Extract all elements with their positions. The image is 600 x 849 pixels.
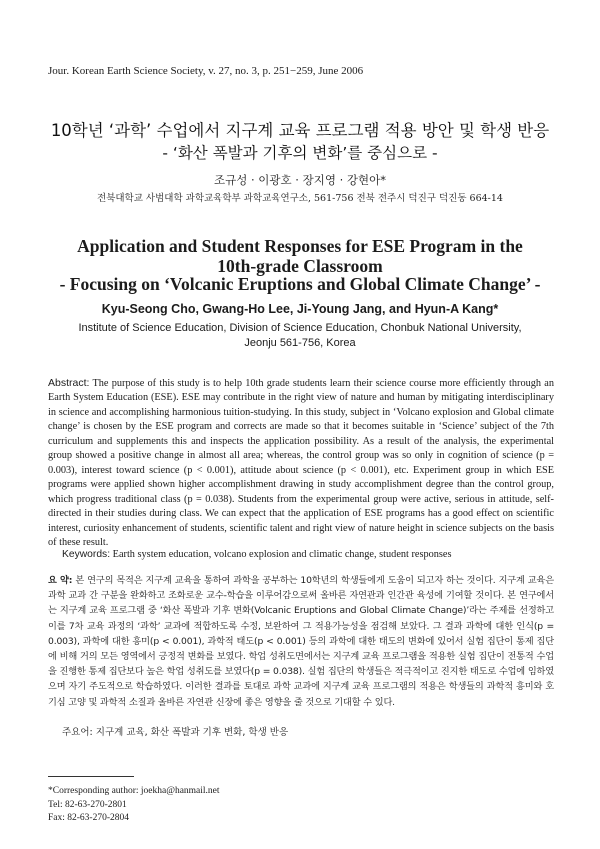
english-authors: Kyu-Seong Cho, Gwang-Ho Lee, Ji-Young Jang, and Hyun-A Kang*: [101, 302, 499, 316]
fax-footnote: Fax: 82-63-270-2804: [48, 813, 130, 823]
korean-authors: 조규성 · 이광호 · 장지영 · 강현아*: [214, 173, 386, 187]
korean-keywords-label: 주요어:: [62, 727, 93, 738]
abstract: [48, 376, 554, 550]
keywords-label: Keywords:: [62, 549, 111, 560]
english-title-line2: 10th-grade Classroom: [217, 256, 383, 276]
telephone-footnote: Tel: 82-63-270-2801: [48, 800, 127, 810]
keywords-text: Earth system education, volcano explosion and climatic change, student responses: [112, 549, 452, 560]
korean-keywords-text: 지구계 교육, 화산 폭발과 기후 변화, 학생 반응: [95, 727, 289, 738]
english-title-line1: Application and Student Responses for ESE Program in the: [77, 236, 523, 256]
korean-affiliation: 전북대학교 사범대학 과학교육학부 과학교육연구소, 561-756 전북 전주시 덕진구 덕진동 664-14: [97, 193, 503, 204]
korean-abstract: [48, 573, 554, 710]
korean-abstract-label: 요 약:: [48, 575, 73, 586]
abstract-text: The purpose of this study is to help 10th grade students learn their science course more efficiently through an Earth System Education (ESE). ESE may contribute in the right view of nature and human by mitigating interdisciplinary in science and accomplishing harmonious tuition-studying. In this study, subject in ‘Volcano explosion and Global climate change’ is chosen by the ESE program and corrects are made so that it becomes suitable in ‘Science’ subject of the 7th curriculum and supplements this and inspects the application possibility. As a result of the analysis, the experimental group showed a positive change in almost all area; whereas, the control group was so only in cognition of science (p = 0.003), interest toward science (p < 0.001), attitude about science (p < 0.001), etc. Experiment group in which ESE programs were applied shown higher accomplishment drawing in study accomplishment degree than the control group, which progress traditional class (p = 0.038). Students from the experimental group were active, serious in attitude, self-directed in their studies during class. We can expect that the application of ESE programs has a good effect on scientific interest, curiosity enhancement of students, scientific talent and right view of nature height in science subjects on the basis of these result.: [48, 378, 555, 548]
footnote-divider: [48, 776, 134, 777]
english-affiliation-line2: Jeonju 561-756, Korea: [244, 337, 356, 349]
abstract-label: Abstract:: [48, 377, 90, 389]
korean-title-line2: - ‘화산 폭발과 기후의 변화’를 중심으로 -: [162, 144, 438, 162]
korean-abstract-text: 본 연구의 목적은 지구계 교육을 통하여 과학을 공부하는 10학년의 학생들에게 도움이 되고자 하는 것이다. 지구계 교육은 과학 교과 간 구분을 완화하고 조화로운 교수-학습을 이루어감으로써 올바른 자연관과 인간관 육성에 기여할 것이다. 본 연구에서는 지구계 교육 프로그램 중 ‘화산 폭발과 기후 변화(Volcanic Eruptions and Global Climate Change)’라는 주제를 선정하고 이를 7차 교육 과정의 ‘과학’ 교과에 적합하도록 수정, 보완하여 그 적용가능성을 점검해 보았다. 그 결과 과학에 대한 인식(p = 0.003), 과학에 대한 흥미(p < 0.001), 과학적 태도(p < 0.001) 등의 과학에 대한 태도의 변화에 있어서 실험 집단이 통제 집단에 비해 거의 모든 영역에서 긍정적 변화를 보였다. 학업 성취도면에서는 지구계 교육 프로그램을 적용한 실험 집단이 전통적 수업을 진행한 통제 집단보다 높은 학업 성취도를 보였다(p = 0.038). 실험 집단의 학생들은 적극적이고 진지한 태도로 수업에 임하였으며 자기 주도적으로 학습하였다. 이러한 결과를 토대로 과학 교과에 지구계 교육 프로그램의 적용은 학생들의 과학적 흥미와 호기심 고양 및 과학적 소질과 올바른 자연관 신장에 좋은 영향을 줄 것으로 기대할 수 있다.: [48, 575, 554, 708]
journal-citation: Jour. Korean Earth Science Society, v. 27, no. 3, p. 251−259, June 2006: [48, 65, 364, 77]
english-title-line3: - Focusing on ‘Volcanic Eruptions and Global Climate Change’ -: [59, 274, 541, 294]
korean-title-line1: 10학년 ‘과학’ 수업에서 지구계 교육 프로그램 적용 방안 및 학생 반응: [50, 121, 550, 140]
corresponding-author-footnote: *Corresponding author: joekha@hanmail.net: [48, 786, 220, 796]
english-affiliation-line1: Institute of Science Education, Division of Science Education, Chonbuk National University,: [78, 322, 522, 334]
korean-keywords: [62, 726, 562, 740]
keywords: [62, 548, 562, 562]
